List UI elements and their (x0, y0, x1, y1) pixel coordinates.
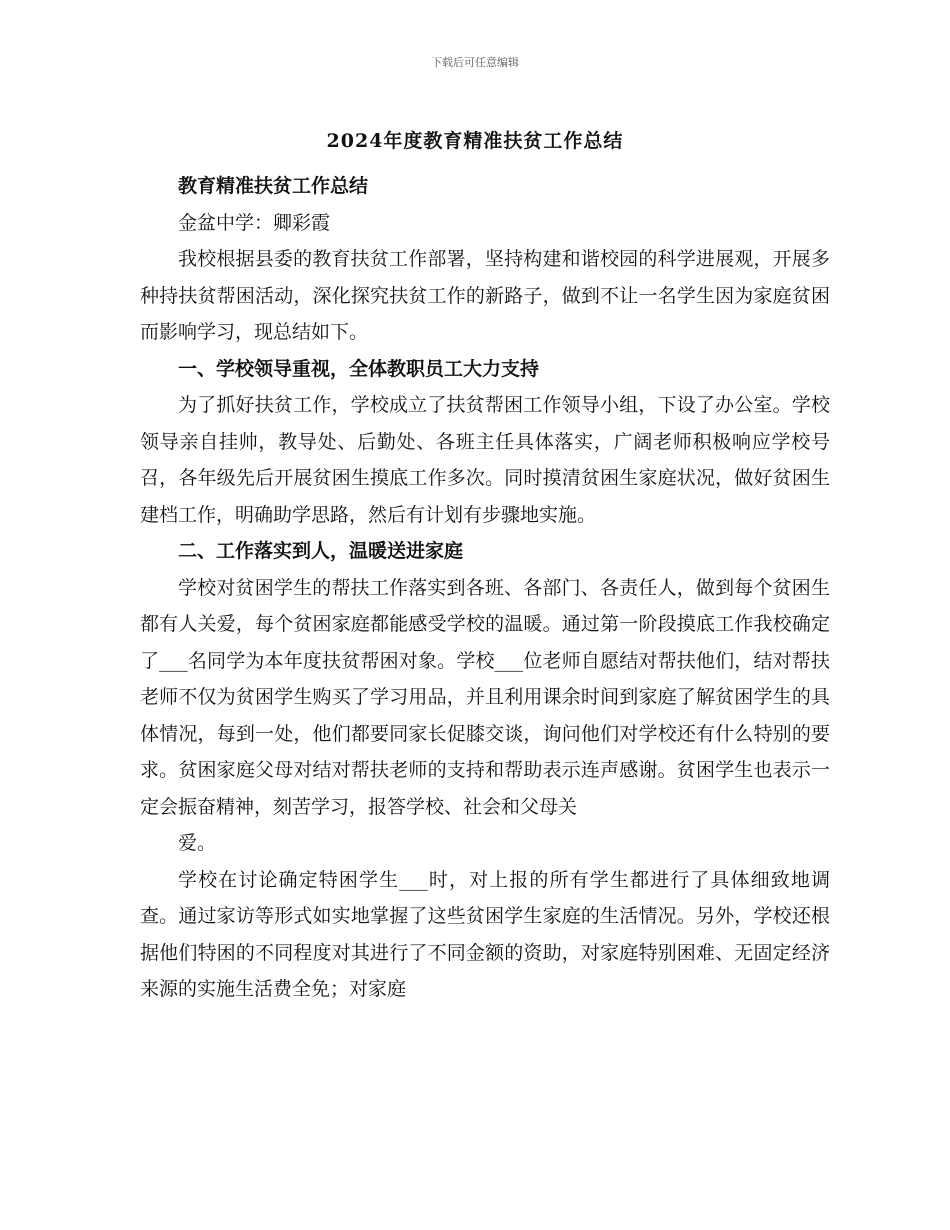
document-subtitle: 教育精准扶贫工作总结 (178, 175, 369, 197)
document-body (140, 168, 830, 1008)
section-1-paragraph: 为了抓好扶贫工作，学校成立了扶贫帮困工作领导小组，下设了办公室。学校领导亲自挂帅，教导处、后勤处、各班主任具体落实，广阔老师积极响应学校号召，各年级先后开展贫困生摸底工作多次。同时摸清贫困生家庭状况，做好贫困生建档工作，明确助学思路，然后有计划有步骤地实施。 (140, 394, 830, 526)
section-2-paragraph-1: 学校对贫困学生的帮扶工作落实到各班、各部门、各责任人，做到每个贫困生都有人关爱，每个贫困家庭都能感受学校的温暖。通过第一阶段摸底工作我校确定了___名同学为本年度扶贫帮困对象。学校___位老师自愿结对帮扶他们，结对帮扶老师不仅为贫困学生购买了学习用品，并且利用课余时间到家庭了解贫困学生的具体情况，每到一处，他们都要同家长促膝交谈，询问他们对学校还有什么特别的要求。贫困家庭父母对结对帮扶老师的支持和帮助表示连声感谢。贫困学生也表示一定会振奋精神，刻苦学习，报答学校、社会和父母关 (140, 576, 830, 818)
section-2-paragraph-1-tail: 爱。 (178, 832, 217, 854)
section-2-paragraph-2: 学校在讨论确定特困学生___时，对上报的所有学生都进行了具体细致地调查。通过家访等形式如实地掌握了这些贫困学生家庭的生活情况。另外，学校还根据他们特困的不同程度对其进行了不同金额的资助，对家庭特别困难、无固定经济来源的实施生活费全免；对家庭 (140, 868, 830, 1000)
document-title: 2024年度教育精准扶贫工作总结 (326, 130, 624, 152)
section-1-heading: 一、学校领导重视，全体教职员工大力支持 (178, 357, 540, 380)
intro-paragraph: 我校根据县委的教育扶贫工作部署，坚持构建和谐校园的科学进展观，开展多种持扶贫帮困活动，深化探究扶贫工作的新路子，做到不让一名学生因为家庭贫困而影响学习，现总结如下。 (140, 248, 830, 343)
page-header-note: 下载后可任意编辑 (431, 56, 519, 69)
document-author: 金盆中学：卿彩霞 (178, 211, 331, 234)
section-2-heading: 二、工作落实到人，温暖送进家庭 (178, 540, 464, 562)
